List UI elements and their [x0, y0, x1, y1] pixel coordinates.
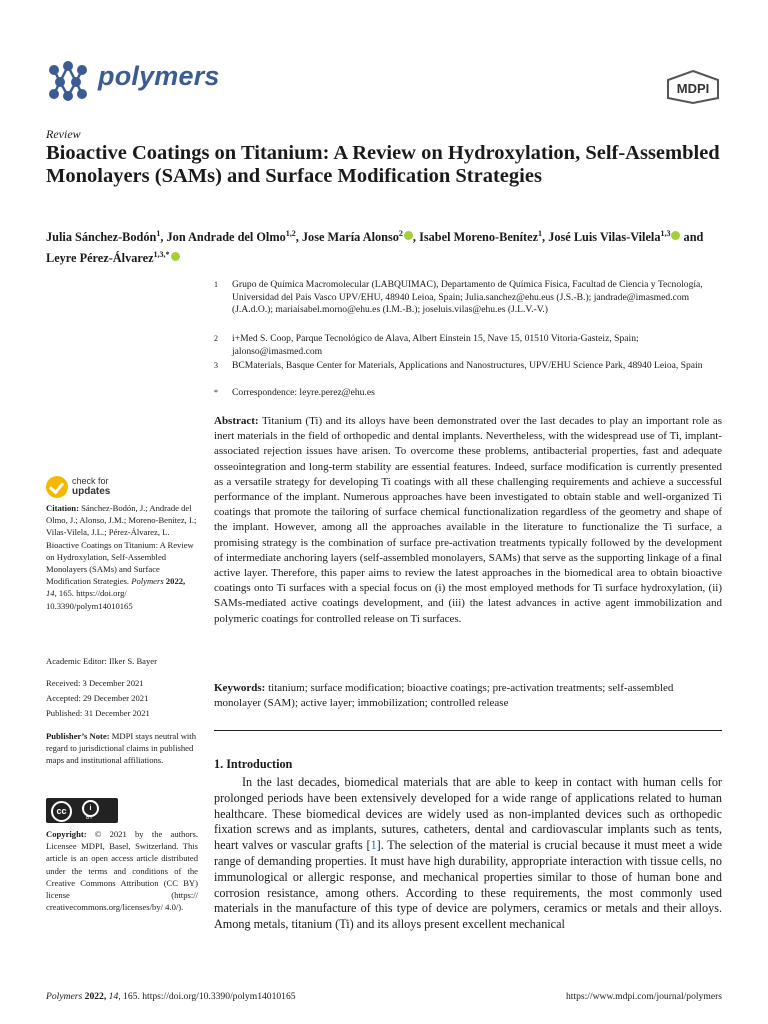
journal-name: polymers [98, 61, 220, 91]
author-affiliation-sup: 2 [398, 229, 403, 238]
author-name: Julia Sánchez-Bodón [46, 230, 157, 245]
cc-icon: cc [51, 801, 72, 822]
polymers-logo-icon [46, 58, 90, 102]
article-type: Review [46, 127, 81, 141]
footer-citation: Polymers 2022, 14, 165. https://doi.org/10.3390/polym14010165 [46, 991, 296, 1002]
publisher-name: MDPI [676, 81, 710, 96]
cc-by-license-badge[interactable]: cc i BY [46, 798, 118, 823]
reference-link[interactable]: 1 [370, 838, 377, 853]
article-title: Bioactive Coatings on Titanium: A Review on Hydroxylation, Self-Assembled Monolayers (SAMs) and Surface Modification Strategies [46, 142, 720, 187]
author-name: Isabel Moreno-Benítez [419, 230, 539, 245]
keywords-label: Keywords: [214, 682, 266, 694]
author-affiliation-sup: 1,3,* [153, 250, 170, 260]
orcid-icon[interactable] [404, 231, 413, 240]
author-separator: , [295, 230, 302, 245]
publisher-note: Publisher’s Note: MDPI stays neutral with regard to jurisdictional claims in published maps and institutional affiliations. [46, 731, 196, 766]
author-list [46, 225, 726, 267]
author-affiliation-sup: 1 [156, 229, 161, 238]
author-separator: and [680, 230, 704, 245]
author-name: José Luis Vilas-Vilela [548, 230, 661, 245]
keywords-text: titanium; surface modification; bioactive coatings; pre-activation treatments; self-assembled monolayer (SAM); active layer; immobilization; controlled release [214, 682, 674, 710]
published-date: Published: 31 December 2021 [46, 708, 150, 718]
affiliation-3: 3 BCMaterials, Basque Center for Materials, Applications and Nanostructures, UPV/EHU Science Park, 48940 Leioa, Spain [214, 360, 703, 371]
orcid-icon[interactable] [171, 252, 180, 261]
author-name: Jose María Alonso [301, 230, 399, 245]
received-date: Received: 3 December 2021 [46, 678, 144, 688]
academic-editor: Academic Editor: Ilker S. Bayer [46, 656, 157, 666]
section-title: 1. Introduction [214, 757, 293, 771]
citation: Citation: Sánchez-Bodón, J.; Andrade del Olmo, J.; Alonso, J.M.; Moreno-Benítez, I.; Vilas-Vilela, J.L.; Pérez-Álvarez, L. Bioactive Coatings on Titanium: A Review on Hydroxylation, Self-Assembled Monolayers (SAMs) and Surface Modification Strategies. Polymers 2022, 14, 165. https://doi.org/ 10.3390/polym14010165 [46, 503, 197, 611]
author-affiliation-sup: 1,2 [285, 229, 296, 238]
author-separator: , [542, 230, 549, 245]
author-name: Jon Andrade del Olmo [166, 230, 286, 245]
author-affiliation-sup: 1,3 [660, 229, 671, 238]
citation-doi-link[interactable]: 165. https://doi.org/ 10.3390/polym14010165 [46, 588, 133, 611]
affiliation-2: 2 i+Med S. Coop, Parque Tecnológico de Alava, Albert Einstein 15, Nave 15, 01510 Vitoria-Gasteiz, Spain; jalonso@imasmed.com [214, 333, 639, 357]
author-separator: , [412, 230, 420, 245]
person-icon: i [82, 800, 99, 817]
accepted-date: Accepted: 29 December 2021 [46, 693, 149, 703]
author-separator: , [160, 230, 167, 245]
intro-paragraph: In the last decades, biomedical materials that are able to keep in contact with human cells for prolonged periods have been extensively developed for a wide range of applications related to human healthcare. These biomedical devices are widely used as non-implanted devices such as orthopedic fixation screws and as implants, sutures, catheters, dental and cardiovascular implants such as tents, heart valves or vascular grafts [1]. The selection of the material is crucial because it must meet a wide range of demanding properties. It must have high durability, appropriate interaction with tissue cells, no immunological or allergic response, and mechanical properties similar to those of human bone and corrosion resistance, among others. According to these requirements, the most commonly used materials in the manufacture of this type of device are polymers, ceramics or metals and their alloys. Among metals, titanium (Ti) and its alloys present excellent mechanical [214, 775, 722, 932]
correspondence: * Correspondence: leyre.perez@ehu.es [214, 387, 375, 398]
footer-doi-link[interactable]: 165. https://doi.org/10.3390/polym14010165 [123, 991, 296, 1002]
affiliation-1: 1 Grupo de Química Macromolecular (LABQUIMAC), Departamento de Química Física, Facultad de Ciencia y Tecnología, Universidad del País Vasco UPV/EHU, 48940 Leioa, Spain; Julia.sanchez@ehu.eus (J.S.-B.); jandrade@imasmed.com (J.A.d.O.); mariaisabel.morno@ehu.es (I.M.-B.); joseluis.vilas@ehu.es (J.L.V.-V.) [214, 279, 703, 316]
mdpi-logo-icon [666, 70, 720, 104]
author-affiliation-sup: 1 [538, 229, 543, 238]
divider [214, 730, 722, 731]
abstract-label: Abstract: [214, 415, 259, 427]
check-icon [46, 476, 68, 498]
author-name: Leyre Pérez-Álvarez [46, 251, 154, 266]
keywords [214, 681, 722, 711]
footer-journal-url[interactable]: https://www.mdpi.com/journal/polymers [565, 991, 722, 1002]
abstract [214, 414, 722, 627]
check-for-updates-button[interactable]: check for updates [46, 476, 146, 500]
copyright: Copyright: © 2021 by the authors. Licensee MDPI, Basel, Switzerland. This article is an open access article distributed under the terms and conditions of the Creative Commons Attribution (CC BY) license (https:// creativecommons.org/licenses/by/ 4.0/). [46, 829, 198, 913]
abstract-text: Titanium (Ti) and its alloys have been demonstrated over the last decades to play an important role as inert materials in the field of orthopedic and dental implants. Nevertheless, with the widespread use of Ti, implant-associated rejection issues have arisen. To overcome these problems, antibacterial properties, fast and adequate osseointegration and long-term stability are essential features. Indeed, surface modification is currently presented as a versatile strategy for developing Ti coatings with all these challenging requirements and achieve a successful performance of the implant. Numerous approaches have been investigated to obtain stable and well-organized Ti coatings that promote the tailoring of surface chemical functionalization regardless of the geometry and shape of the implant. However, among all the approaches available in the literature to functionalize the Ti surface, a promising strategy is the combination of surface pre-activation treatments typically followed by the development of intermediate anchoring layers (self-assembled monolayers, SAMs) that serve as the supporting linkage of a final active layer. Therefore, this paper aims to review the latest approaches in the biomedical area to obtain bioactive coatings onto Ti surfaces with a special focus on (i) the most employed methods for Ti surface hydroxylation, (ii) SAMs-mediated active coatings development, and (iii) the latest advances in active agent immobilization and polymeric coatings for controlled release on Ti surfaces. [214, 415, 722, 625]
